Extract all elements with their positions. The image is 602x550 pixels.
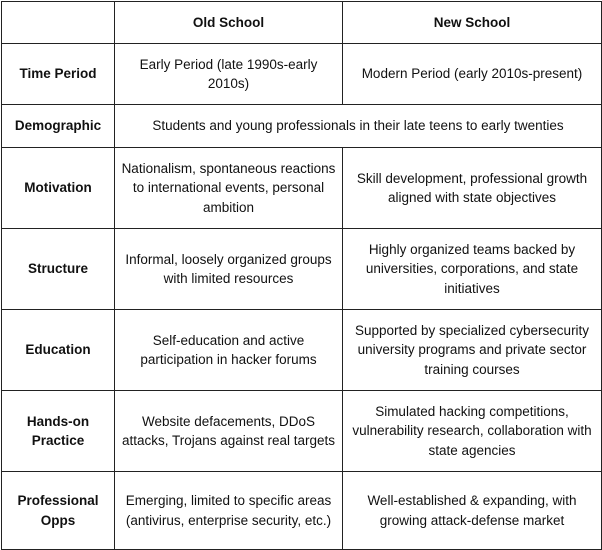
table-row	[2, 148, 602, 229]
cell-old-school: Self-education and active participation in hacker forums	[115, 310, 343, 391]
row-label-education: Education	[2, 310, 115, 391]
cell-old-school: Early Period (late 1990s-early 2010s)	[115, 44, 343, 105]
cell-old-school: Website defacements, DDoS attacks, Trojans against real targets	[115, 391, 343, 472]
comparison-table	[1, 1, 602, 550]
header-old-school: Old School	[115, 2, 343, 44]
header-new-school: New School	[343, 2, 602, 44]
cell-old-school: Emerging, limited to specific areas (antivirus, enterprise security, etc.)	[115, 472, 343, 550]
row-label-professional-opps: Professional Opps	[2, 472, 115, 550]
table-row	[2, 105, 602, 148]
header-row	[2, 2, 602, 44]
cell-new-school: Modern Period (early 2010s-present)	[343, 44, 602, 105]
cell-new-school: Highly organized teams backed by universities, corporations, and state initiatives	[343, 229, 602, 310]
cell-new-school: Skill development, professional growth aligned with state objectives	[343, 148, 602, 229]
header-corner-cell	[2, 2, 115, 44]
table-row	[2, 391, 602, 472]
row-label-time-period: Time Period	[2, 44, 115, 105]
row-label-motivation: Motivation	[2, 148, 115, 229]
cell-new-school: Well-established & expanding, with growing attack-defense market	[343, 472, 602, 550]
cell-old-school: Nationalism, spontaneous reactions to international events, personal ambition	[115, 148, 343, 229]
cell-new-school: Supported by specialized cybersecurity university programs and private sector training courses	[343, 310, 602, 391]
table-row	[2, 472, 602, 550]
table-row	[2, 44, 602, 105]
row-label-demographic: Demographic	[2, 105, 115, 148]
row-label-hands-on-practice: Hands-on Practice	[2, 391, 115, 472]
cell-old-school: Informal, loosely organized groups with limited resources	[115, 229, 343, 310]
row-label-structure: Structure	[2, 229, 115, 310]
table-row	[2, 229, 602, 310]
cell-merged: Students and young professionals in their late teens to early twenties	[115, 105, 602, 148]
table-row	[2, 310, 602, 391]
cell-new-school: Simulated hacking competitions, vulnerability research, collaboration with state agencies	[343, 391, 602, 472]
